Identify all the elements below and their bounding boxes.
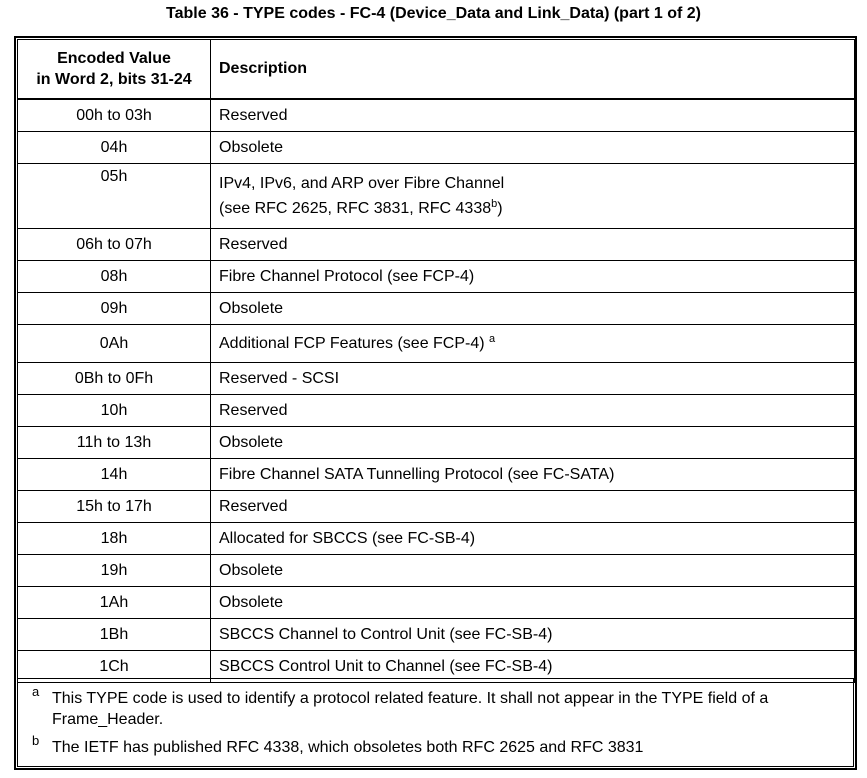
table-row <box>18 587 855 619</box>
footnote-text: The IETF has published RFC 4338, which obsoletes both RFC 2625 and RFC 3831 <box>52 739 644 756</box>
table-row <box>18 523 855 555</box>
description-cell: Obsolete <box>211 587 855 619</box>
table-row <box>18 261 855 293</box>
description-cell: Reserved <box>211 229 855 261</box>
description-cell: Reserved <box>211 491 855 523</box>
code-cell: 08h <box>18 261 211 293</box>
table-row <box>18 459 855 491</box>
footnote-ref-a: a <box>489 332 496 345</box>
footnote-ref-b: b <box>491 198 498 210</box>
encoded-value-header-line1: Encoded Value <box>57 50 171 67</box>
table-row <box>18 395 855 427</box>
description-cell <box>211 325 855 363</box>
code-cell: 19h <box>18 555 211 587</box>
description-cell: Allocated for SBCCS (see FC-SB-4) <box>211 523 855 555</box>
table-row <box>18 229 855 261</box>
footnotes-box <box>17 678 854 767</box>
code-cell: 1Ch <box>18 651 211 683</box>
description-line2: (see RFC 2625, RFC 3831, RFC 4338 <box>219 200 492 217</box>
description-header: Description <box>211 40 855 100</box>
footnote-text: This TYPE code is used to identify a protocol related feature. It shall not appear in the TYPE field of a Frame_Header. <box>52 690 769 728</box>
code-cell: 18h <box>18 523 211 555</box>
table-row <box>18 293 855 325</box>
description-cell: Obsolete <box>211 132 855 164</box>
description-cell: Reserved - SCSI <box>211 363 855 395</box>
table-caption: Table 36 - TYPE codes - FC-4 (Device_Data and Link_Data) (part 1 of 2) <box>166 5 701 22</box>
description-cell: Fibre Channel Protocol (see FCP-4) <box>211 261 855 293</box>
table-row <box>18 491 855 523</box>
code-cell: 09h <box>18 293 211 325</box>
description-cell: Reserved <box>211 99 855 132</box>
footnote-mark: a <box>32 684 40 699</box>
table-row <box>18 363 855 395</box>
footnote-mark: b <box>32 733 40 748</box>
code-cell: 15h to 17h <box>18 491 211 523</box>
description-cell: Fibre Channel SATA Tunnelling Protocol (see FC-SATA) <box>211 459 855 491</box>
table-row <box>18 99 855 132</box>
description-text: Additional FCP Features (see FCP-4) <box>219 334 485 352</box>
code-cell: 00h to 03h <box>18 99 211 132</box>
description-cell: Obsolete <box>211 427 855 459</box>
table-row <box>18 325 855 363</box>
code-cell: 06h to 07h <box>18 229 211 261</box>
table-row <box>18 427 855 459</box>
description-cell: SBCCS Channel to Control Unit (see FC-SB-4) <box>211 619 855 651</box>
description-cell: Reserved <box>211 395 855 427</box>
encoded-value-header <box>18 40 211 100</box>
description-cell: Obsolete <box>211 293 855 325</box>
code-cell: 1Ah <box>18 587 211 619</box>
table-row <box>18 555 855 587</box>
code-cell: 0Ah <box>18 325 211 363</box>
description-line1: IPv4, IPv6, and ARP over Fibre Channel <box>219 175 505 192</box>
description-cell: SBCCS Control Unit to Channel (see FC-SB-4) <box>211 651 855 683</box>
table-header-row <box>18 40 855 100</box>
table-row <box>18 164 855 229</box>
code-cell: 0Bh to 0Fh <box>18 363 211 395</box>
code-cell: 10h <box>18 395 211 427</box>
description-cell: Obsolete <box>211 555 855 587</box>
code-cell: 05h <box>18 164 211 229</box>
type-codes-table <box>17 39 855 683</box>
table-row <box>18 132 855 164</box>
code-cell: 1Bh <box>18 619 211 651</box>
code-cell: 14h <box>18 459 211 491</box>
table-row <box>18 619 855 651</box>
encoded-value-header-line2: in Word 2, bits 31-24 <box>36 71 192 88</box>
code-cell: 11h to 13h <box>18 427 211 459</box>
code-cell: 04h <box>18 132 211 164</box>
description-line2-end: ) <box>497 200 503 217</box>
description-cell <box>211 164 855 229</box>
